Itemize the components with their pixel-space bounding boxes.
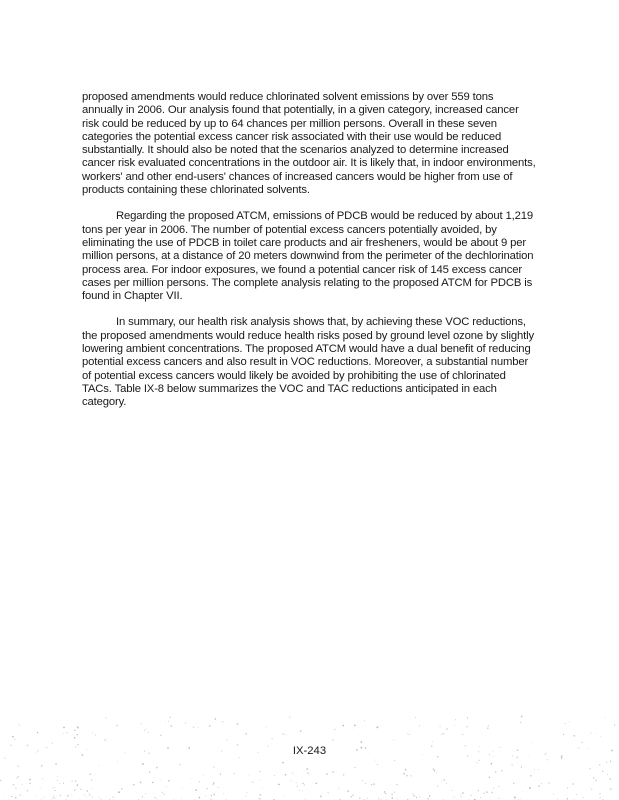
page-number: IX-243 <box>292 745 327 757</box>
paragraph-summary: In summary, our health risk analysis shows that, by achieving these VOC reductions, the proposed amendments would reduce health risks posed by ground level ozone by slightly lowering ambient concentrations. The proposed ATCM would have a dual benefit of reducing potential excess cancers and also result in VOC reductions. Moreover, a substantial number of potential excess cancers would likely be avoided by prohibiting the use of chlorinated TACs. Table IX-8 below summarizes the VOC and TAC reductions anticipated in each category. <box>82 316 534 409</box>
body-text <box>82 91 536 410</box>
paragraph-atcm-pdcb: Regarding the proposed ATCM, emissions of PDCB would be reduced by about 1,219 tons per year in 2006. The number of potential excess cancers potentially avoided, by eliminating the use of PDCB in toilet care products and air fresheners, would be about 9 per million persons, at a distance of 20 meters downwind from the perimeter of the dechlorination process area. For indoor exposures, we found a potential cancer risk of 145 excess cancer cases per million persons. The complete analysis relating to the proposed ATCM for PDCB is found in Chapter VII. <box>82 210 534 303</box>
paragraph-continuation: proposed amendments would reduce chlorinated solvent emissions by over 559 tons annually in 2006. Our analysis found that potentially, in a given category, increased cancer risk could be reduced by up to 64 chances per million persons. Overall in these seven categories the potential excess cancer risk associated with their use would be reduced substantially. It should also be noted that the scenarios analyzed to determine increased cancer risk evaluated concentrations in the outdoor air. It is likely that, in indoor environments, workers' and other end-users' chances of increased cancers would be higher from use of products containing these chlorinated solvents. <box>82 91 536 197</box>
